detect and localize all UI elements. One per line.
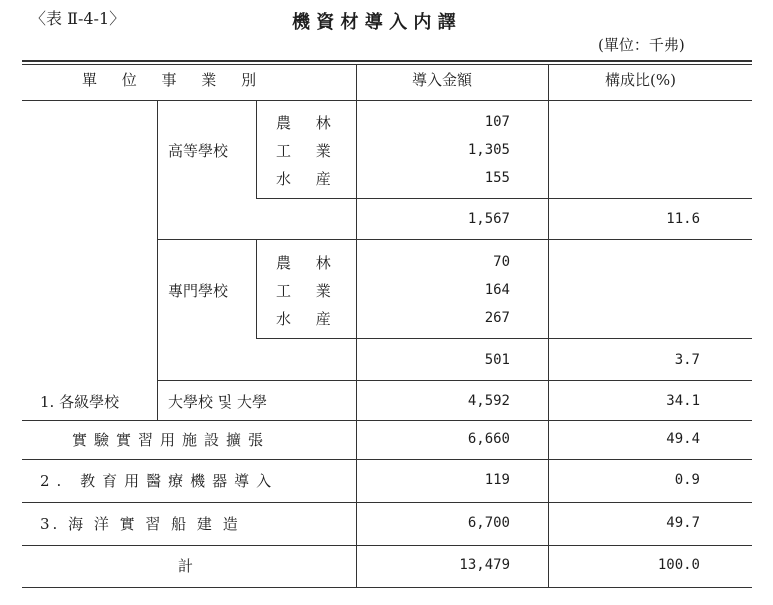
unit-label: (單位：千弗) [598, 36, 685, 54]
voc-ratio: 3.7 [674, 352, 700, 368]
medical-amount: 119 [484, 472, 510, 488]
ship-label: 3. 海 洋 實 習 船 建 造 [40, 515, 241, 533]
ship-rule [22, 545, 752, 546]
header-amount: 導入金額 [412, 71, 473, 89]
hs-item-name: 農 林 [276, 114, 341, 132]
voc-item-name: 工 業 [276, 282, 341, 300]
hs-items-rule [256, 198, 356, 199]
university-ratio: 34.1 [666, 393, 700, 409]
vocational-school-label: 專門學校 [168, 282, 229, 300]
voc-items-rule [256, 338, 356, 339]
voc-subtotal-rule [356, 338, 752, 339]
hs-items-divider [256, 100, 257, 198]
voc-items-divider [256, 239, 257, 338]
bottom-rule [22, 587, 752, 588]
col-divider-2 [548, 64, 549, 587]
group1-rule [22, 420, 752, 421]
lab-ratio: 49.4 [666, 431, 700, 447]
voc-item-name: 農 林 [276, 254, 341, 272]
header-ratio: 構成比(%) [605, 71, 676, 89]
hs-ratio: 11.6 [666, 211, 700, 227]
hs-item-name: 工 業 [276, 142, 341, 160]
hs-bottom-rule [157, 239, 752, 240]
hs-item-amount: 107 [484, 114, 510, 130]
hs-subtotal: 1,567 [467, 211, 510, 227]
hs-item-name: 水 産 [276, 170, 341, 188]
lab-amount: 6,660 [467, 431, 510, 447]
voc-item-amount: 164 [484, 282, 510, 298]
hs-item-amount: 155 [484, 170, 510, 186]
header-rule [22, 100, 752, 101]
high-school-label: 高等學校 [168, 142, 229, 160]
group1-divider [157, 100, 158, 420]
university-label: 大學校 및 大學 [168, 393, 268, 411]
table-title: 機 資 材 導 入 内 譯 [292, 12, 456, 33]
top-rule-inner [22, 64, 752, 65]
top-rule [22, 60, 752, 62]
total-amount: 13,479 [459, 557, 510, 573]
university-amount: 4,592 [467, 393, 510, 409]
medical-ratio: 0.9 [674, 472, 700, 488]
table-label: 〈表 Ⅱ-4-1〉 [30, 9, 126, 28]
hs-subtotal-rule [356, 198, 752, 199]
total-ratio: 100.0 [657, 557, 700, 573]
voc-subtotal: 501 [484, 352, 510, 368]
ship-ratio: 49.7 [666, 515, 700, 531]
total-label: 計 [178, 557, 194, 575]
medical-rule [22, 502, 752, 503]
hs-item-amount: 1,305 [467, 142, 510, 158]
col-divider-1 [356, 64, 357, 587]
voc-item-name: 水 産 [276, 310, 341, 328]
ship-amount: 6,700 [467, 515, 510, 531]
group1-label: 1. 各級學校 [40, 393, 120, 411]
voc-item-amount: 70 [493, 254, 510, 270]
lab-label: 實驗實習用施設擴張 [72, 431, 271, 449]
medical-label: 2. 教育用醫療機器導入 [40, 472, 279, 490]
lab-rule [22, 459, 752, 460]
voc-item-amount: 267 [484, 310, 510, 326]
voc-bottom-rule [157, 380, 752, 381]
header-unit-business: 單 位 事 業 別 [82, 71, 267, 89]
